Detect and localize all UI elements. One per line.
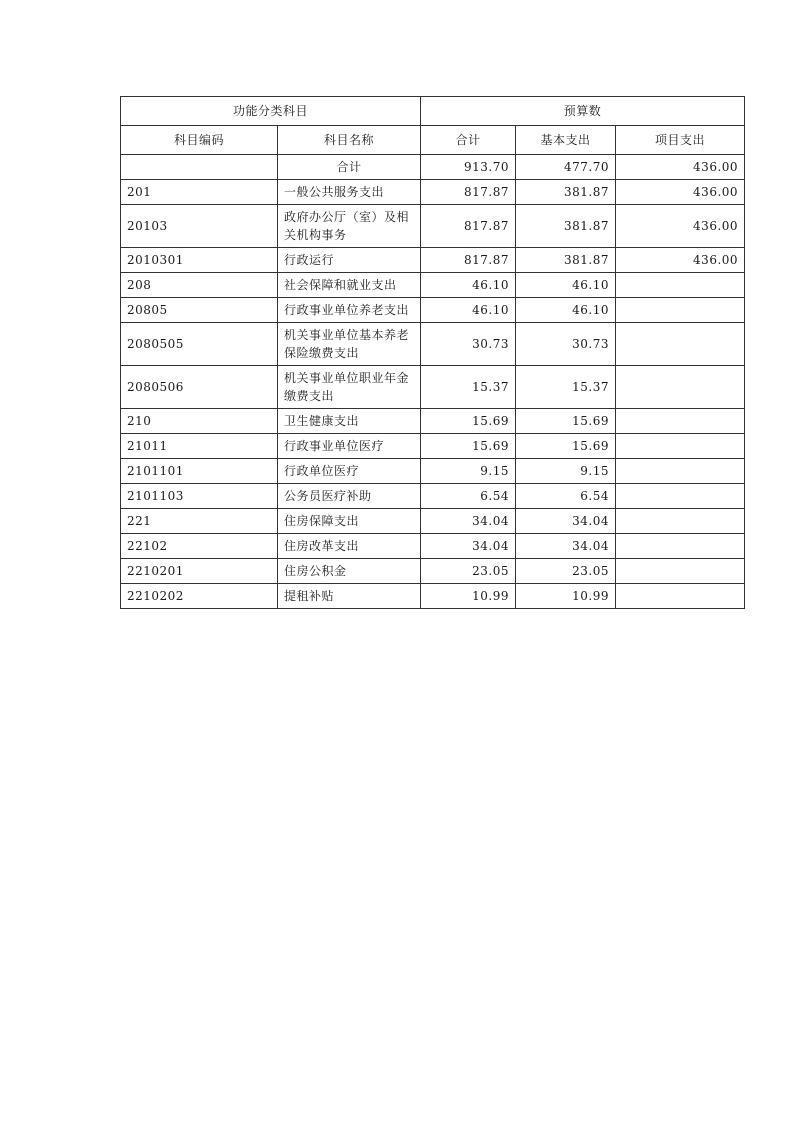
header-budget: 预算数 [421, 97, 745, 126]
cell-basic: 46.10 [516, 273, 616, 298]
table-row [121, 584, 745, 609]
cell-code: 2080505 [121, 323, 278, 366]
cell-name: 提租补贴 [278, 584, 421, 609]
table-row [121, 509, 745, 534]
cell-project: 436.00 [616, 180, 745, 205]
cell-basic: 10.99 [516, 584, 616, 609]
cell-total: 15.37 [421, 366, 516, 409]
cell-code: 2080506 [121, 366, 278, 409]
cell-basic: 381.87 [516, 205, 616, 248]
group-header-row [121, 97, 745, 126]
table-row [121, 484, 745, 509]
header-project: 项目支出 [616, 126, 745, 155]
cell-project [616, 273, 745, 298]
cell-total: 817.87 [421, 205, 516, 248]
cell-total: 46.10 [421, 273, 516, 298]
cell-project: 436.00 [616, 205, 745, 248]
cell-total: 23.05 [421, 559, 516, 584]
cell-project [616, 584, 745, 609]
cell-basic: 9.15 [516, 459, 616, 484]
cell-project [616, 534, 745, 559]
cell-project [616, 484, 745, 509]
cell-basic: 6.54 [516, 484, 616, 509]
cell-code: 20103 [121, 205, 278, 248]
header-code: 科目编码 [121, 126, 278, 155]
cell-name: 住房公积金 [278, 559, 421, 584]
cell-basic: 15.37 [516, 366, 616, 409]
cell-project [616, 434, 745, 459]
cell-basic: 15.69 [516, 434, 616, 459]
cell-name [278, 323, 421, 366]
table-row [121, 459, 745, 484]
cell-total: 6.54 [421, 484, 516, 509]
cell-basic: 477.70 [516, 155, 616, 180]
cell-project [616, 459, 745, 484]
table-row [121, 366, 745, 409]
header-total: 合计 [421, 126, 516, 155]
cell-code: 210 [121, 409, 278, 434]
cell-code: 221 [121, 509, 278, 534]
cell-name [278, 366, 421, 409]
table-row [121, 273, 745, 298]
cell-project [616, 559, 745, 584]
cell-name-text: 政府办公厅（室）及相关机构事务 [284, 210, 410, 242]
cell-project [616, 509, 745, 534]
cell-name: 住房保障支出 [278, 509, 421, 534]
cell-total: 913.70 [421, 155, 516, 180]
cell-total: 10.99 [421, 584, 516, 609]
table-row [121, 298, 745, 323]
cell-code: 201 [121, 180, 278, 205]
column-header-row [121, 126, 745, 155]
cell-project [616, 323, 745, 366]
table-row [121, 409, 745, 434]
cell-code: 21011 [121, 434, 278, 459]
cell-name: 公务员医疗补助 [278, 484, 421, 509]
cell-code: 2101101 [121, 459, 278, 484]
cell-basic: 46.10 [516, 298, 616, 323]
table-row [121, 434, 745, 459]
cell-project: 436.00 [616, 248, 745, 273]
cell-name: 行政运行 [278, 248, 421, 273]
cell-name: 社会保障和就业支出 [278, 273, 421, 298]
cell-code: 20805 [121, 298, 278, 323]
cell-code: 2010301 [121, 248, 278, 273]
cell-total: 34.04 [421, 534, 516, 559]
cell-code: 22102 [121, 534, 278, 559]
cell-total: 30.73 [421, 323, 516, 366]
cell-project [616, 366, 745, 409]
cell-basic: 23.05 [516, 559, 616, 584]
header-basic: 基本支出 [516, 126, 616, 155]
cell-code: 2101103 [121, 484, 278, 509]
cell-basic: 381.87 [516, 248, 616, 273]
header-classification: 功能分类科目 [121, 97, 421, 126]
cell-basic: 15.69 [516, 409, 616, 434]
cell-total: 817.87 [421, 180, 516, 205]
cell-name: 住房改革支出 [278, 534, 421, 559]
cell-code: 2210201 [121, 559, 278, 584]
budget-table [120, 96, 745, 609]
cell-name-text: 机关事业单位基本养老保险缴费支出 [284, 328, 410, 360]
cell-code: 2210202 [121, 584, 278, 609]
cell-total: 34.04 [421, 509, 516, 534]
cell-name: 行政事业单位养老支出 [278, 298, 421, 323]
cell-name: 卫生健康支出 [278, 409, 421, 434]
cell-name [278, 205, 421, 248]
table-row [121, 534, 745, 559]
cell-total: 9.15 [421, 459, 516, 484]
cell-total: 817.87 [421, 248, 516, 273]
cell-total: 46.10 [421, 298, 516, 323]
cell-project [616, 298, 745, 323]
cell-name: 合计 [278, 155, 421, 180]
cell-basic: 34.04 [516, 509, 616, 534]
cell-project [616, 409, 745, 434]
table-row [121, 205, 745, 248]
table-row [121, 323, 745, 366]
cell-basic: 381.87 [516, 180, 616, 205]
cell-basic: 30.73 [516, 323, 616, 366]
cell-name: 行政单位医疗 [278, 459, 421, 484]
cell-total: 15.69 [421, 434, 516, 459]
cell-name: 一般公共服务支出 [278, 180, 421, 205]
table-row [121, 559, 745, 584]
cell-total: 15.69 [421, 409, 516, 434]
header-name: 科目名称 [278, 126, 421, 155]
cell-basic: 34.04 [516, 534, 616, 559]
cell-name: 行政事业单位医疗 [278, 434, 421, 459]
table-row-total [121, 155, 745, 180]
cell-code [121, 155, 278, 180]
cell-code: 208 [121, 273, 278, 298]
cell-name-text: 机关事业单位职业年金缴费支出 [284, 371, 410, 403]
cell-project: 436.00 [616, 155, 745, 180]
table-row [121, 180, 745, 205]
table-row [121, 248, 745, 273]
